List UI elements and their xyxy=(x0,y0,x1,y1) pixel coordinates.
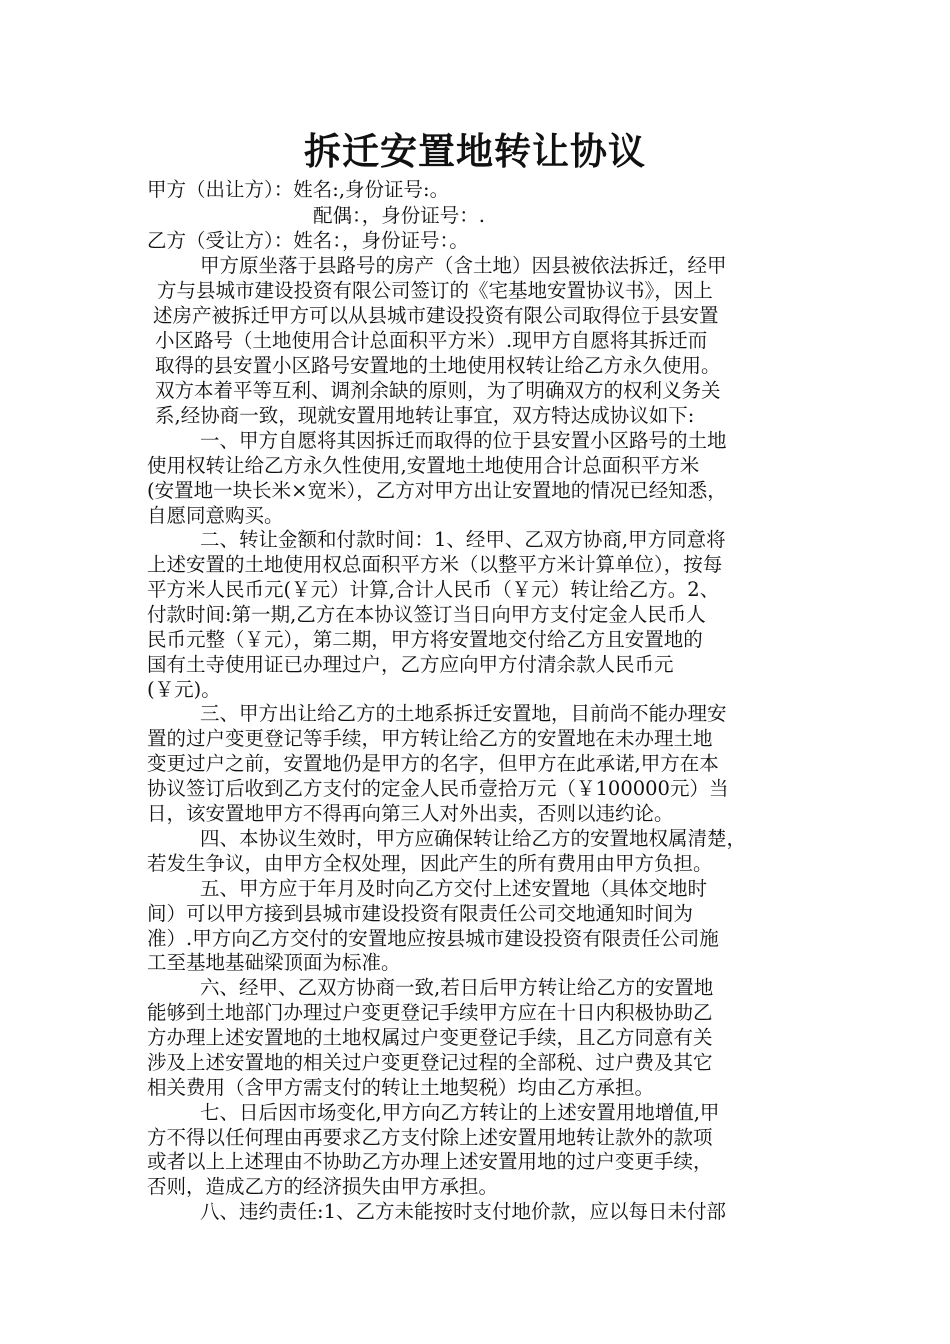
clause-line: 四、本协议生效时，甲方应确保转让给乙方的安置地权属清楚， xyxy=(200,827,747,850)
clause-line: 日，该安置地甲方不得再向第三人对外出卖，否则以违约论。 xyxy=(147,802,674,825)
clause-line: 六、经甲、乙双方协商一致,若日后甲方转让给乙方的安置地 xyxy=(200,976,714,999)
clause-line: 一、甲方自愿将其因拆迁而取得的位于县安置小区路号的土地 xyxy=(200,429,727,452)
intro-line: 方与县城市建设投资有限公司签订的《宅基地安置协议书》，因上 xyxy=(157,279,713,302)
clause-line: 相关费用（含甲方需支付的转让土地契税）均由乙方承担。 xyxy=(147,1076,655,1099)
clause-line: 若发生争议，由甲方全权处理，因此产生的所有费用由甲方负担。 xyxy=(147,852,713,875)
clause-line: 七、日后因市场变化,甲方向乙方转让的上述安置用地增值,甲 xyxy=(200,1101,720,1124)
clause-line: 协议签订后收到乙方支付的定金人民币壹拾万元（￥100000元）当 xyxy=(147,777,729,800)
clause-line: (￥元)。 xyxy=(147,678,221,701)
clause-line: 工至基地基础梁顶面为标准。 xyxy=(147,951,401,974)
clause-line: 二、转让金额和付款时间：1、经甲、乙双方协商,甲方同意将 xyxy=(200,528,726,551)
document-title: 拆迁安置地转让协议 xyxy=(304,129,646,173)
intro-line: 甲方原坐落于县路号的房产（含土地）因县被依法拆迁，经甲 xyxy=(200,254,727,277)
clause-line: 间）可以甲方接到县城市建设投资有限责任公司交地通知时间为 xyxy=(147,902,694,925)
clause-line: 方办理上述安置地的土地权属过户变更登记手续，且乙方同意有关 xyxy=(147,1026,713,1049)
party-a-line: 甲方（出让方）：姓名:,身份证号:。 xyxy=(147,178,450,201)
clause-line: 国有土寺使用证已办理过户，乙方应向甲方付清余款人民币元 xyxy=(147,653,674,676)
clause-line: 使用权转让给乙方永久性使用,安置地土地使用合计总面积平方米 xyxy=(147,454,700,477)
clause-line: 或者以上上述理由不协助乙方办理上述安置用地的过户变更手续， xyxy=(147,1150,713,1173)
clause-line: (安置地一块长米×宽米），乙方对甲方出让安置地的情况已经知悉， xyxy=(147,479,727,502)
clause-line: 能够到土地部门办理过户变更登记手续甲方应在十日内积极协助乙 xyxy=(147,1001,713,1024)
clause-line: 准）.甲方向乙方交付的安置地应按县城市建设投资有限责任公司施 xyxy=(147,927,719,950)
intro-line: 双方本着平等互利、调剂余缺的原则，为了明确双方的权利义务关 xyxy=(155,379,721,402)
spouse-line: 配偶：，身份证号：. xyxy=(313,204,485,227)
clause-line: 三、甲方出让给乙方的土地系拆迁安置地，目前尚不能办理安 xyxy=(200,702,727,725)
intro-line: 述房产被拆迁甲方可以从县城市建设投资有限公司取得位于县安置 xyxy=(153,304,719,327)
clause-line: 变更过户之前，安置地仍是甲方的名字，但甲方在此承诺,甲方在本 xyxy=(147,752,719,775)
intro-line: 小区路号（土地使用合计总面积平方米）.现甲方自愿将其拆迁而 xyxy=(155,329,708,352)
clause-line: 方不得以任何理由再要求乙方支付除上述安置用地转让款外的款项 xyxy=(147,1126,713,1149)
intro-line: 系,经协商一致，现就安置用地转让事宜，双方特达成协议如下: xyxy=(155,404,695,427)
clause-line: 平方米人民币元(￥元）计算,合计人民币（￥元）转让给乙方。2、 xyxy=(147,578,720,601)
clause-line: 涉及上述安置地的相关过户变更登记过程的全部税、过户费及其它 xyxy=(147,1051,713,1074)
clause-line: 八、违约责任:1、乙方未能按时支付地价款，应以每日未付部 xyxy=(200,1200,726,1223)
clause-line: 付款时间:第一期,乙方在本协议签订当日向甲方支付定金人民币人 xyxy=(147,603,706,626)
party-b-line: 乙方（受让方）：姓名：，身份证号：。 xyxy=(147,229,469,252)
intro-line: 取得的县安置小区路号安置地的土地使用权转让给乙方永久使用。 xyxy=(155,354,721,377)
clause-line: 民币元整（￥元），第二期，甲方将安置地交付给乙方且安置地的 xyxy=(147,628,703,651)
clause-line: 五、甲方应于年月及时向乙方交付上述安置地（具体交地时 xyxy=(200,877,708,900)
clause-line: 自愿同意购买。 xyxy=(147,504,284,527)
clause-line: 置的过户变更登记等手续，甲方转让给乙方的安置地在未办理土地 xyxy=(147,727,713,750)
clause-line: 上述安置的土地使用权总面积平方米（以整平方米计算单位），按每 xyxy=(147,553,723,576)
clause-line: 否则，造成乙方的经济损失由甲方承担。 xyxy=(147,1175,499,1198)
